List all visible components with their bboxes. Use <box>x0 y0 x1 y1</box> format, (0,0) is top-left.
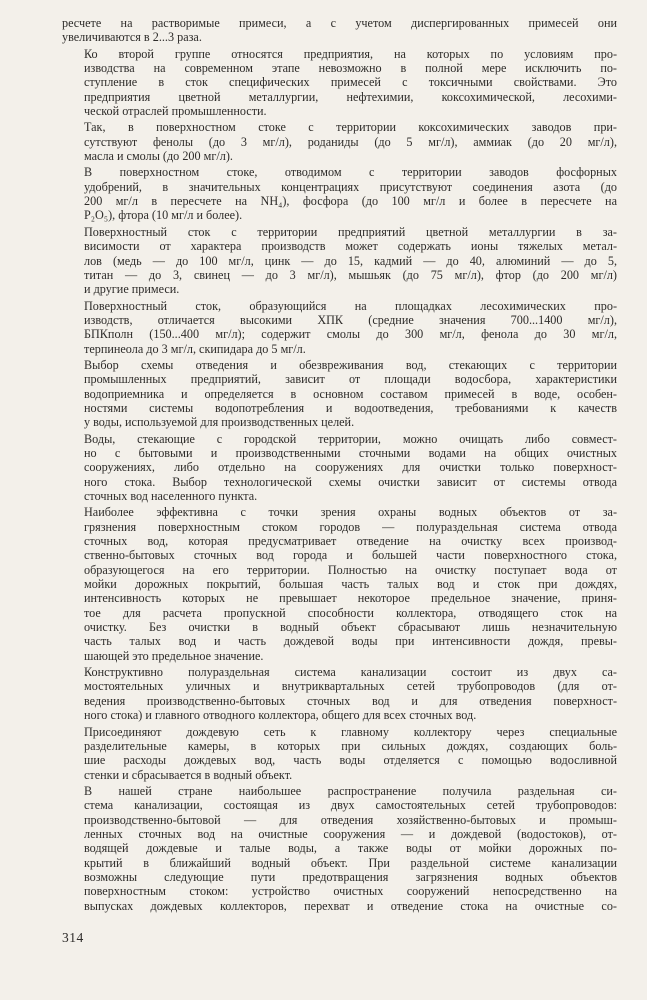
text-line: сточных вод населенного пункта. <box>84 489 258 503</box>
text-line: титан — до 3, свинец — до 3 мг/л), мышьяк (до 75 мг/л), фтор (до 200 мг/л) <box>84 267 617 282</box>
paragraph <box>62 120 617 163</box>
text-line: очистку. Без очистки в водный объект сбрасывают лишь незначительную <box>84 620 617 635</box>
text-line: водящей дождевые и талые воды, а также воды от мойки дорожных по- <box>84 841 617 856</box>
text-line: мостоятельных уличных и внутриквартальных сетей трубопроводов (для от- <box>84 679 617 694</box>
text-line: 200 мг/л в пересчете на NH₄), фосфора (до 100 мг/л и более в пересчете на <box>84 194 617 209</box>
page-number: 314 <box>62 930 84 945</box>
text-line: удобрений, в значительных концентрациях присутствуют соединения азота (до <box>84 179 617 194</box>
text-line: ческой отраслей промышленности. <box>84 104 267 119</box>
text-line: шающей это предельное значение. <box>84 648 264 663</box>
text-line: ностями системы водопотребления и водоотведения, требованиями к качеств <box>84 400 617 415</box>
text-line: предприятия цветной металлургии, нефтехимии, коксохимической, лесохими- <box>84 89 617 104</box>
text-line: и другие примеси. <box>84 282 180 297</box>
paragraph <box>62 165 617 222</box>
text-line: Так, в поверхностном стоке с территории коксохимических заводов при- <box>84 120 617 135</box>
text-line: БПКполн (150...400 мг/л); содержит смолы до 300 мг/л, фенола до 30 мг/л, <box>84 327 617 342</box>
text-line: Выбор схемы отведения и обезвреживания вод, стекающих с территории <box>84 357 617 372</box>
paragraph <box>62 16 617 45</box>
text-line: ного стока) и главного отводного коллектора, общего для всех сточных вод. <box>84 708 477 723</box>
paragraph <box>62 505 617 663</box>
text-line: сутствуют фенолы (до 3 мг/л), роданиды (до 5 мг/л), аммиак (до 20 мг/л), <box>84 134 617 149</box>
body-text <box>62 16 617 915</box>
text-line: у воды, используемой для производственных целей. <box>84 415 355 430</box>
text-line: Поверхностный сток с территории предприятий цветной металлургии в за- <box>84 224 617 239</box>
text-line: мойки дорожных покрытий, большая часть талых вод и сток при дождях, <box>84 577 617 592</box>
text-line: сточных вод, которая предусматривает отведение на очистку всех производ- <box>84 534 617 549</box>
text-line: ступление в сток специфических примесей с токсичными свойствами. Это <box>84 75 617 90</box>
paragraph <box>62 225 617 297</box>
text-line: Воды, стекающие с городской территории, можно очищать либо совмест- <box>84 431 617 446</box>
text-line: крытий в ближайший водный объект. При раздельной системе канализации <box>84 855 617 870</box>
paragraph <box>62 784 617 913</box>
text-line: промышленных предприятий, зависит от площади водосбора, характеристики <box>84 372 617 387</box>
paragraph <box>62 665 617 722</box>
text-line: ленных сточных вод на очистные сооружения — и дождевой (водостоков), от- <box>84 826 617 841</box>
text-line: В поверхностном стоке, отводимом с территории заводов фосфорных <box>84 165 617 180</box>
text-line: сооружениях, либо отдельно на сооружениях для очистки только поверхност- <box>84 460 617 475</box>
text-line: Конструктивно полураздельная система канализации состоит из двух са- <box>84 665 617 680</box>
text-line: Присоединяют дождевую сеть к главному коллектору через специальные <box>84 724 617 739</box>
text-line: грязнения поверхностным стоком городов — полураздельная система отвода <box>84 519 617 534</box>
text-line: интенсивность которых не превышает некоторое предельное значение, приня- <box>84 591 617 606</box>
text-line: ного стока. Выбор технологической схемы очистки зависит от системы отвода <box>84 474 617 489</box>
text-line: В нашей стране наибольшее распространение получила раздельная си- <box>84 783 617 798</box>
text-line: разделительные камеры, в которых при сильных дождях, создающих боль- <box>84 738 617 753</box>
text-line: изводства на современном этапе невозможно в полной мере исключить по- <box>84 61 617 76</box>
text-line: Поверхностный сток, образующийся на площадках лесохимических про- <box>84 298 617 313</box>
text-line: ственно-бытовых сточных вод города и большей части поверхностного стока, <box>84 548 617 563</box>
text-line: часть талых вод и часть дождевой воды при интенсивности дождя, превы- <box>84 634 617 649</box>
text-line: стенки и сбрасывается в водный объект. <box>84 767 293 782</box>
text-line: ведения производственно-бытовых сточных вод и для отведения поверхност- <box>84 693 617 708</box>
text-line: образующегося на его территории. Полностью на очистку поступает вода от <box>84 562 617 577</box>
text-line: тое для расчета пропускной способности коллектора, отводящего сток на <box>84 605 617 620</box>
text-line: но с бытовыми и производственными сточными водами на общих очистных <box>84 445 617 460</box>
paragraph <box>62 432 617 504</box>
text-line: Наиболее эффективна с точки зрения охраны водных объектов от за- <box>84 505 617 520</box>
text-line: масла и смолы (до 200 мг/л). <box>84 149 233 164</box>
paragraph <box>62 358 617 430</box>
paragraph <box>62 725 617 782</box>
text-line: изводств, отличается высокими ХПК (средние значения 700...1400 мг/л), <box>84 312 617 327</box>
text-line: Ко второй группе относятся предприятия, на которых по условиям про- <box>84 46 617 61</box>
text-line: увеличиваются в 2...3 раза. <box>62 30 202 45</box>
text-line: ресчете на растворимые примеси, а с учетом диспергированных примесей они <box>62 16 617 30</box>
text-line: стема канализации, состоящая из двух самостоятельных сетей трубопроводов: <box>84 798 617 813</box>
text-line: терпинеола до 3 мг/л, скипидара до 5 мг/л. <box>84 341 306 356</box>
text-line: шие расходы дождевых вод, часть воды отделяется с помощью водосливной <box>84 753 617 768</box>
paragraph <box>62 299 617 356</box>
text-line: водоприемника и определяется в основном составом примесей в воде, особен- <box>84 386 617 401</box>
text-line: возможны следующие пути предотвращения загрязнения водных объектов <box>84 869 617 884</box>
text-line: поверхностным стоком: устройство очистных сооружений непосредственно на <box>84 884 617 899</box>
text-line: производственно-бытовой — для отведения хозяйственно-бытовых и промыш- <box>84 812 617 827</box>
text-line: висимости от характера производств может содержать ионы тяжелых метал- <box>84 239 617 254</box>
text-line: P₂O₅), фтора (10 мг/л и более). <box>84 208 243 223</box>
text-line: выпусках дождевых коллекторов, перехват и отведение стока на очистные со- <box>84 898 617 913</box>
paragraph <box>62 47 617 119</box>
text-line: лов (медь — до 100 мг/л, цинк — до 15, кадмий — до 40, алюминий — до 5, <box>84 253 617 268</box>
